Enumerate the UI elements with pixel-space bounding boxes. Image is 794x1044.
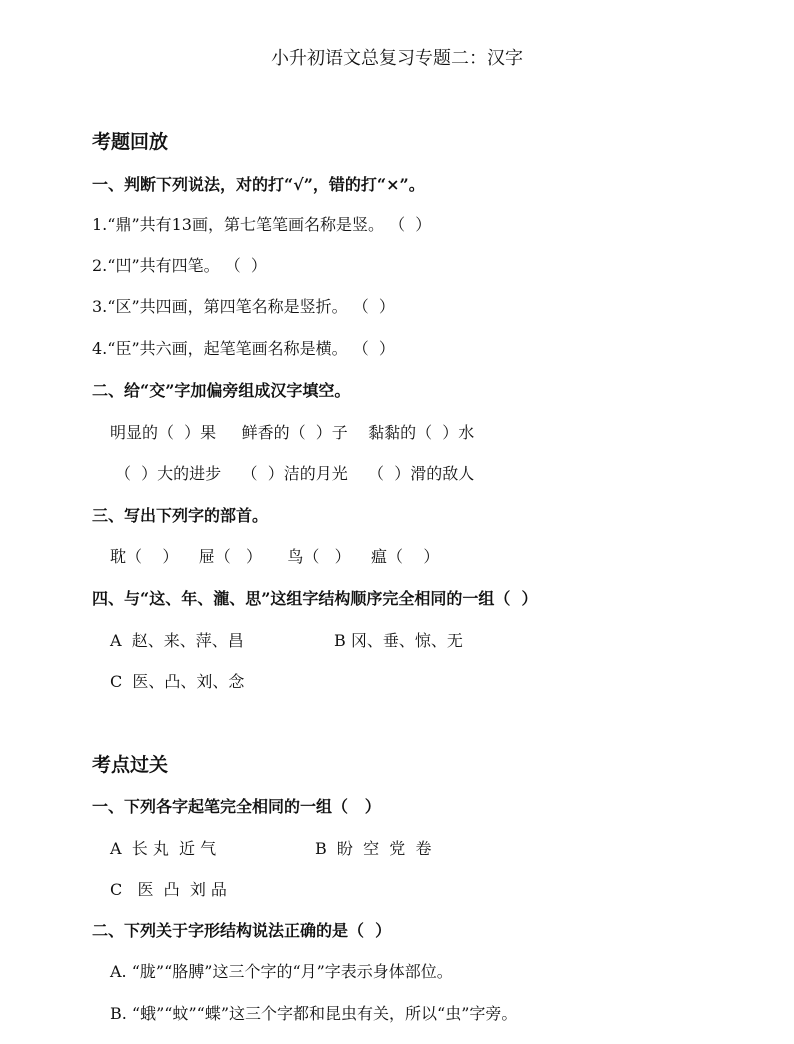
fill-in-row: 明显的（ ）果 鲜香的（ ）子 黏黏的（ ）水 xyxy=(110,423,475,442)
question-4-title: 四、与“这、年、瀧、思”这组字结构顺序完全相同的一组（ ） xyxy=(92,589,538,608)
radical-row: 耽（ ） 屉（ ） 鸟（ ） 瘟（ ） xyxy=(110,547,440,566)
option-a: A. “胧”“胳膊”这三个字的“月”字表示身体部位。 xyxy=(110,962,453,981)
document-title: 小升初语文总复习专题二：汉字 xyxy=(271,48,523,69)
option-a: A 赵、来、萍、昌 xyxy=(110,631,244,650)
option-a: A 长 丸 近 气 xyxy=(110,839,217,858)
question-1-item: 1.“鼎”共有13画，第七笔笔画名称是竖。 （ ） xyxy=(92,215,432,234)
option-c: C 医 凸 刘 品 xyxy=(110,880,227,899)
section-heading-review: 考题回放 xyxy=(92,131,169,153)
question-2-title: 二、给“交”字加偏旁组成汉字填空。 xyxy=(92,381,351,400)
option-b: B. “蛾”“蚊”“蝶”这三个字都和昆虫有关，所以“虫”字旁。 xyxy=(110,1004,518,1023)
question-1-item: 2.“凹”共有四笔。 （ ） xyxy=(92,256,267,275)
question-1-item: 3.“区”共四画，第四笔名称是竖折。 （ ） xyxy=(92,297,395,316)
question-1-item: 4.“臣”共六画，起笔笔画名称是横。 （ ） xyxy=(92,339,395,358)
practice-question-2-title: 二、下列关于字形结构说法正确的是（ ） xyxy=(92,921,392,940)
question-1-title: 一、判断下列说法，对的打“√”，错的打“×”。 xyxy=(92,175,425,194)
question-3-title: 三、写出下列字的部首。 xyxy=(92,506,269,525)
option-b: B 盼 空 党 卷 xyxy=(315,839,432,858)
option-b: B 冈、垂、惊、无 xyxy=(334,631,463,650)
practice-question-1-title: 一、下列各字起笔完全相同的一组（ ） xyxy=(92,797,381,816)
option-c: C 医、凸、刘、念 xyxy=(110,672,245,691)
section-heading-practice: 考点过关 xyxy=(92,754,169,776)
fill-in-row: （ ）大的进步 （ ）洁的月光 （ ）滑的敌人 xyxy=(115,464,475,483)
